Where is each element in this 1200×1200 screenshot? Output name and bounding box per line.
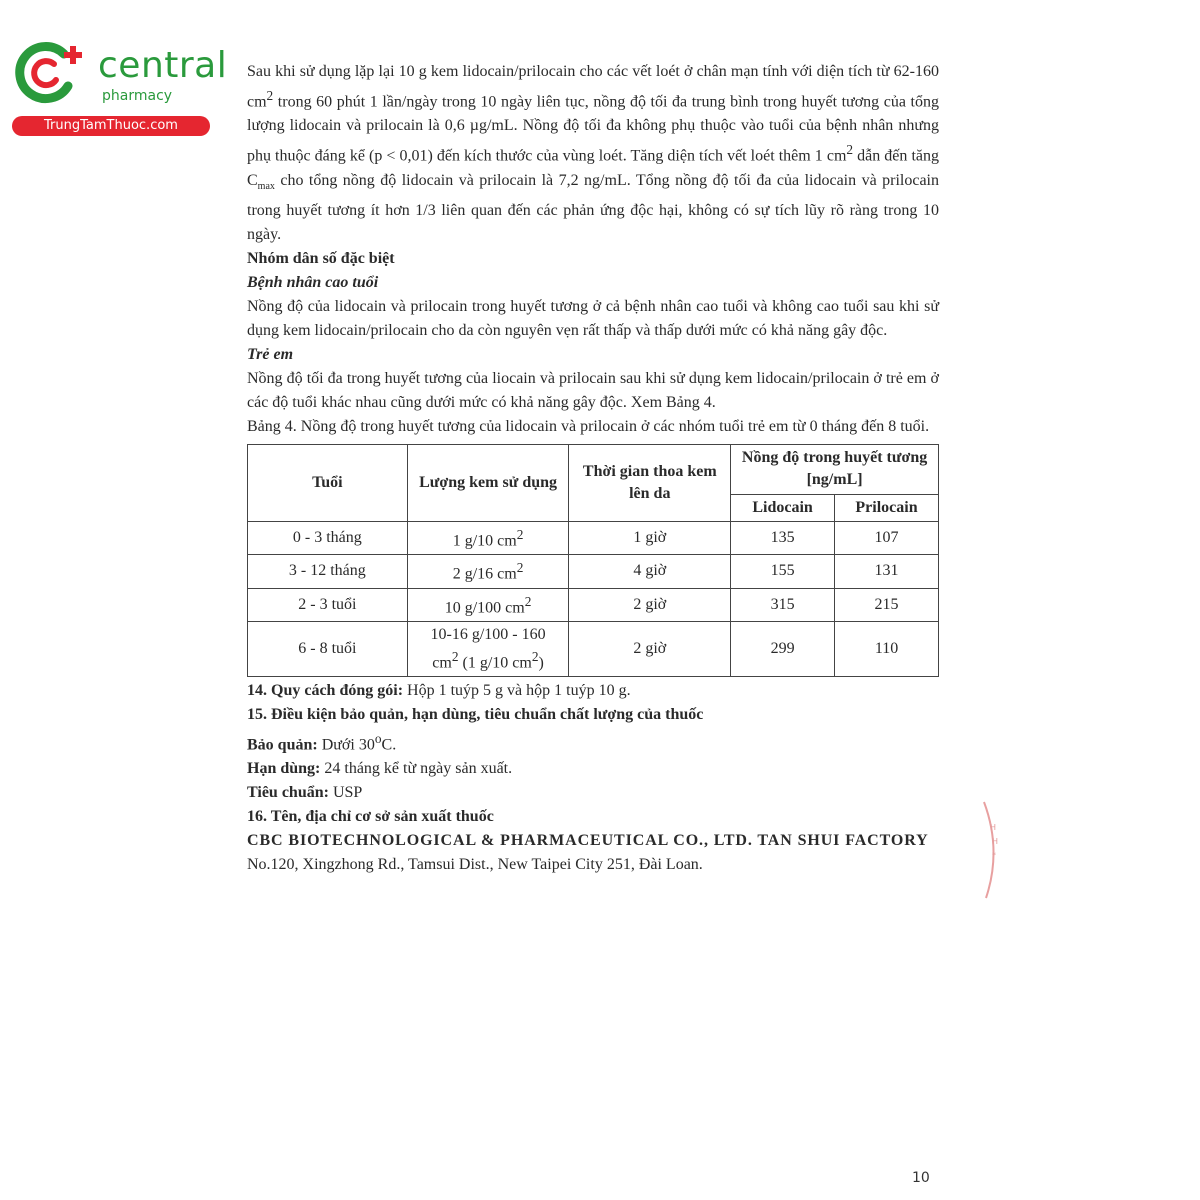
cell-amount: 2 g/16 $cm^2$: [407, 555, 569, 588]
children-heading: Trẻ em: [247, 345, 294, 363]
cell-age: 3 - 12 tháng: [248, 555, 408, 588]
svg-text:H: H: [990, 823, 997, 832]
document-body: [247, 60, 939, 877]
manufacturer-name: CBC BIOTECHNOLOGICAL & PHARMACEUTICAL CO., LTD. TAN SHUI FACTORY: [247, 832, 929, 850]
cell-prilocain: 131: [835, 555, 939, 588]
table-row: [248, 521, 939, 554]
table-row: [248, 621, 939, 676]
cell-amount: 1 g/10 $cm^2$: [407, 521, 569, 554]
cell-lidocain: 155: [731, 555, 835, 588]
header-plasma-concentration: Nồng độ trong huyết tương [ng/mL]: [731, 444, 939, 494]
storage-heading: 15. Điều kiện bảo quản, hạn dùng, tiêu chuẩn chất lượng của thuốc: [247, 706, 704, 724]
table-row: [248, 555, 939, 588]
header-application-time: Thời gian thoa kem lên da: [569, 444, 731, 521]
cell-lidocain: 315: [731, 588, 835, 621]
storage-line: Bảo quản: Dưới 30$^o$C.: [247, 731, 397, 754]
children-paragraph: Nồng độ tối đa trong huyết tương của liocain và prilocain sau khi sử dụng kem lidocain/prilocain ở trẻ em ở các độ tuổi khác nhau cũng dưới mức có khả năng gây độc. Xem Bảng 4.: [247, 369, 939, 411]
standard-line: Tiêu chuẩn: USP: [247, 784, 363, 802]
brand-name: central: [98, 45, 228, 86]
header-amount: Lượng kem sử dụng: [407, 444, 569, 521]
cell-lidocain: 135: [731, 521, 835, 554]
brand-subtitle: pharmacy: [102, 88, 173, 104]
pharmacy-cross-logo-icon: [12, 40, 90, 104]
svg-text:H: H: [992, 837, 999, 846]
cell-prilocain: 110: [835, 621, 939, 676]
cell-amount: 10 g/100 $cm^2$: [407, 588, 569, 621]
cell-age: 0 - 3 tháng: [248, 521, 408, 554]
manufacturer-address: No.120, Xingzhong Rd., Tamsui Dist., New Taipei City 251, Đài Loan.: [247, 856, 703, 874]
svg-text:*: *: [992, 851, 996, 860]
pediatric-concentration-table: [247, 444, 939, 677]
cell-time: 4 giờ: [569, 555, 731, 588]
expiry-line: Hạn dùng: 24 tháng kể từ ngày sản xuất.: [247, 760, 513, 778]
cell-age: 6 - 8 tuổi: [248, 621, 408, 676]
header-prilocain: Prilocain: [835, 494, 939, 521]
packing-line: 14. Quy cách đóng gói: Hộp 1 tuýp 5 g và hộp 1 tuýp 10 g.: [247, 682, 631, 700]
table-row: [248, 588, 939, 621]
cell-age: 2 - 3 tuổi: [248, 588, 408, 621]
cell-amount: 10-16 g/100 - 160 $cm^2$ (1 g/10 $cm^2$): [407, 621, 569, 676]
manufacturer-heading: 16. Tên, địa chỉ cơ sở sản xuất thuốc: [247, 808, 494, 826]
cell-time: 2 giờ: [569, 621, 731, 676]
header-age: Tuổi: [248, 444, 408, 521]
special-populations-heading: Nhóm dân số đặc biệt: [247, 249, 395, 267]
intro-paragraph: Sau khi sử dụng lặp lại 10 g kem lidocain/prilocain cho các vết loét ở chân mạn tính với diện tích từ 62-160 $cm^2$ trong 60 phút 1 lần/ngày trong 10 ngày liên tục, nồng độ tối đa trung bình trong huyết tương của tổng lượng lidocain và prilocain là 0,6 µg/mL. Nồng độ tối đa không phụ thuộc vào tuổi của bệnh nhân nhưng phụ thuộc đáng kể (p < 0,01) đến kích thước của vùng loét. Tăng diện tích vết loét thêm 1 $cm^2$ dẫn đến tăng $C_{max}$ cho tổng nồng độ lidocain và prilocain là 7,2 ng/mL. Tổng nồng độ tối đa của lidocain và prilocain trong huyết tương ít hơn 1/3 liên quan đến các phản ứng độc hại, không có sự tích lũy rõ ràng trong 10 ngày.: [247, 63, 940, 243]
stamp-mark-icon: [980, 800, 1004, 900]
elderly-heading: Bệnh nhân cao tuổi: [247, 273, 379, 291]
cell-prilocain: 107: [835, 521, 939, 554]
page-number: 10: [912, 1170, 930, 1186]
cell-time: 1 giờ: [569, 521, 731, 554]
elderly-paragraph: Nồng độ của lidocain và prilocain trong huyết tương ở cả bệnh nhân cao tuổi và không cao tuổi sau khi sử dụng kem lidocain/prilocain cho da còn nguyên vẹn rất thấp và thấp dưới mức có khả năng gây độc.: [247, 297, 939, 339]
cell-lidocain: 299: [731, 621, 835, 676]
brand-url-badge[interactable]: TrungTamThuoc.com: [12, 116, 210, 136]
cell-prilocain: 215: [835, 588, 939, 621]
table-caption: Bảng 4. Nồng độ trong huyết tương của lidocain và prilocain ở các nhóm tuổi trẻ em từ 0 tháng đến 8 tuổi.: [247, 417, 930, 435]
central-pharmacy-logo: [12, 36, 228, 136]
header-lidocain: Lidocain: [731, 494, 835, 521]
cell-time: 2 giờ: [569, 588, 731, 621]
